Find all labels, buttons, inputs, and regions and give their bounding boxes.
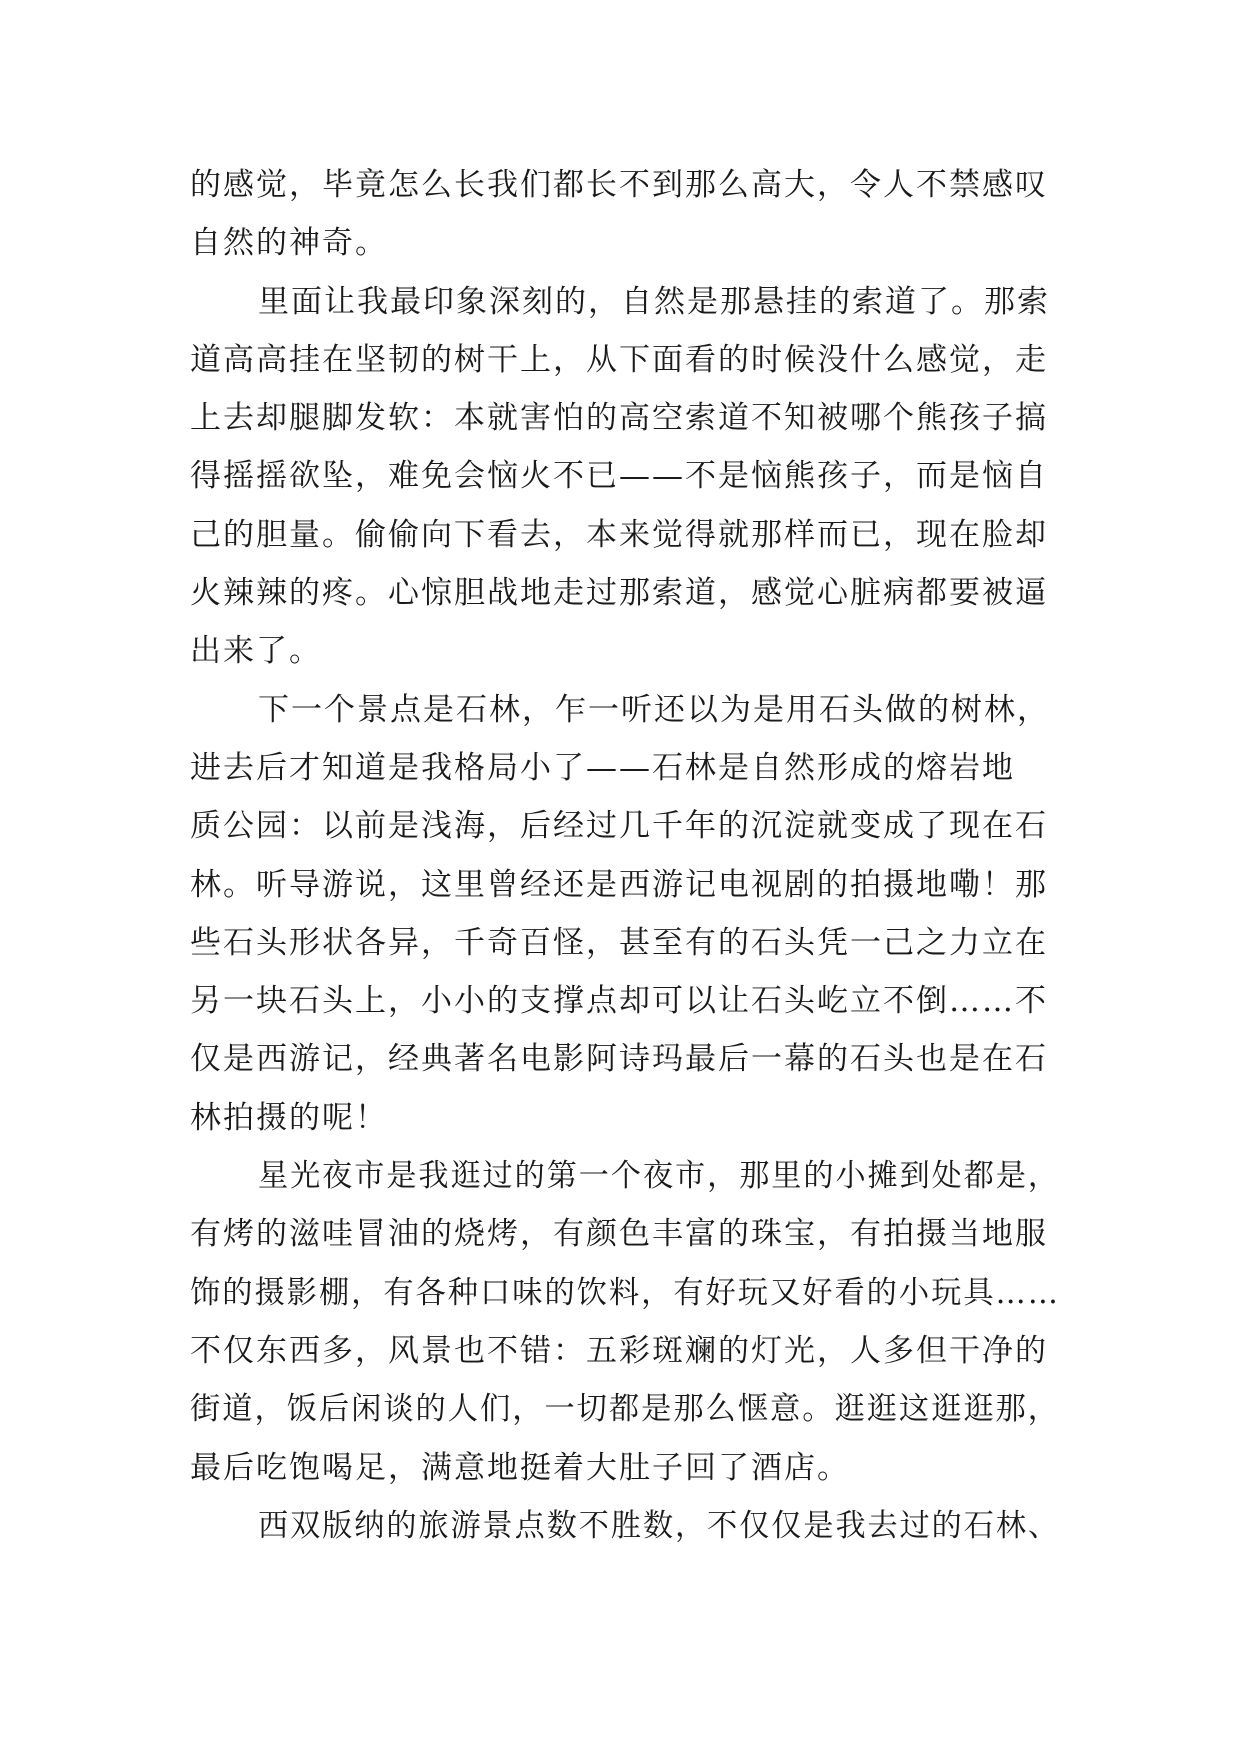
text-line: 火辣辣的疼。心惊胆战地走过那索道，感觉心脏病都要被逼	[190, 575, 1048, 612]
text-line: 街道，饭后闲谈的人们，一切都是那么惬意。逛逛这逛逛那，	[190, 1391, 1060, 1428]
text-line: 林。听导游说，这里曾经还是西游记电视剧的拍摄地嘞！那	[190, 866, 1048, 903]
text-line: 道高高挂在坚韧的树干上，从下面看的时候没什么感觉，走	[190, 341, 1048, 378]
text-line: 的感觉，毕竟怎么长我们都长不到那么高大，令人不禁感叹	[190, 167, 1048, 203]
text-line: 仅是西游记，经典著名电影阿诗玛最后一幕的石头也是在石	[190, 1041, 1048, 1078]
text-line: 有烤的滋哇冒油的烧烤，有颜色丰富的珠宝，有拍摄当地服	[190, 1216, 1048, 1253]
text-line: 里面让我最印象深刻的，自然是那悬挂的索道了。那索	[258, 283, 1050, 320]
text-line: 上去却腿脚发软：本就害怕的高空索道不知被哪个熊孩子搞	[190, 400, 1048, 437]
text-line: 进去后才知道是我格局小了——石林是自然形成的熔岩地	[190, 749, 1015, 786]
text-line: 最后吃饱喝足，满意地挺着大肚子回了酒店。	[190, 1449, 850, 1486]
text-line: 些石头形状各异，千奇百怪，甚至有的石头凭一己之力立在	[190, 924, 1048, 961]
text-line: 林拍摄的呢！	[190, 1099, 388, 1136]
text-line: 质公园：以前是浅海，后经过几千年的沉淀就变成了现在石	[190, 808, 1048, 845]
text-line: 得摇摇欲坠，难免会恼火不已——不是恼熊孩子，而是恼自	[190, 458, 1048, 495]
text-line: 另一块石头上，小小的支撑点却可以让石头屹立不倒……不	[190, 983, 1048, 1020]
text-line: 下一个景点是石林，乍一听还以为是用石头做的树林，	[258, 691, 1050, 728]
text-line: 星光夜市是我逛过的第一个夜市，那里的小摊到处都是，	[258, 1158, 1060, 1195]
text-line: 己的胆量。偷偷向下看去，本来觉得就那样而已，现在脸却	[190, 516, 1048, 553]
text-line: 出来了。	[190, 633, 322, 670]
text-line: 不仅东西多，风景也不错：五彩斑斓的灯光，人多但干净的	[190, 1332, 1048, 1369]
body-text	[190, 156, 1060, 1555]
text-line: 自然的神奇。	[190, 225, 388, 262]
text-line: 饰的摄影棚，有各种口味的饮料，有好玩又好看的小玩具……	[190, 1274, 1060, 1311]
text-line: 西双版纳的旅游景点数不胜数，不仅仅是我去过的石林、	[258, 1507, 1060, 1544]
